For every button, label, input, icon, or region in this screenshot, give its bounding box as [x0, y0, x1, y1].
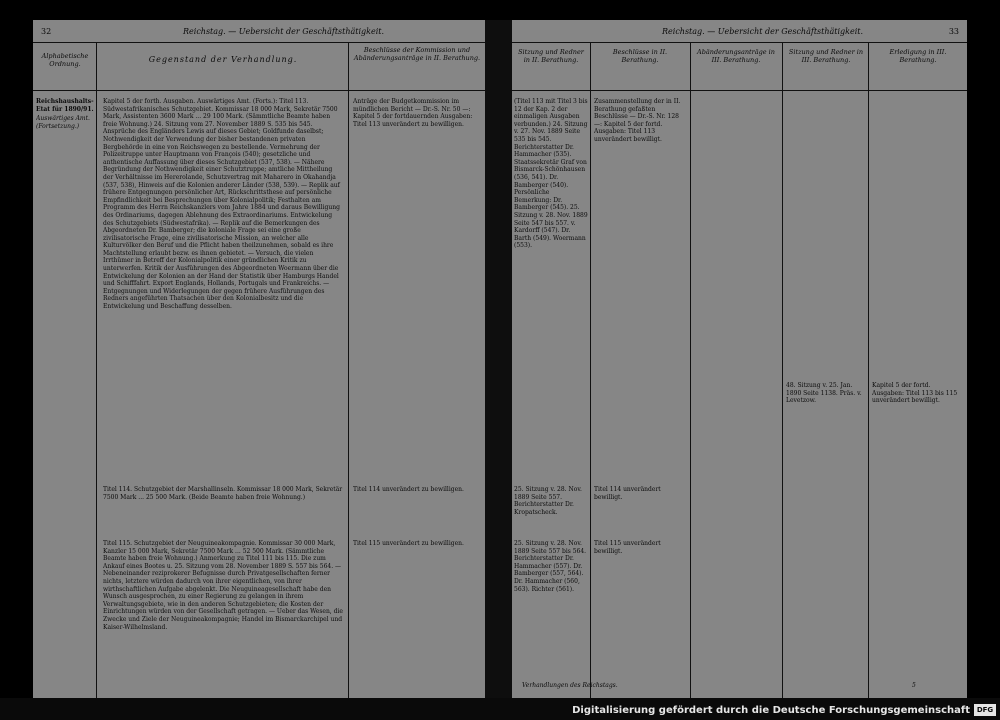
header-rule — [33, 90, 485, 91]
left-page — [33, 20, 485, 698]
right-running-header: Reichstag. — Uebersicht der Geschäftsthätigkeit. — [662, 27, 864, 36]
column-header-outcome-3: Erledigung in III. Berathung. — [889, 48, 947, 64]
entry-title: Reichshaushalts-Etat für 1890/91. — [36, 98, 94, 113]
session-speakers-113: (Titel 113 mit Titel 3 bis 12 der Kap. 2 der einmaligen Ausgaben verbunden.) 24. Sitzung v. 27. Nov. 1889 Seite 535 bis 545. Berichterstatter Dr. Hammacher (535). Staatssekretär Graf von Bismarck-Schönhausen (536, 541). Dr. Bamberger (540). Persönliche Bemerkung: Dr. Bamberger (545). 25. Sitzung v. 28. Nov. 1889 Seite 547 bis 557. v. Kardorff (547). Dr. Barth (549). Woermann (553). — [514, 98, 588, 250]
right-page — [512, 20, 967, 698]
header-rule — [512, 42, 967, 43]
column-divider — [590, 42, 591, 698]
dfg-logo: DFG — [974, 704, 996, 716]
sheet-signature: 5 — [912, 682, 916, 689]
column-header-subject: Gegenstand der Verhandlung. — [148, 55, 298, 64]
session-speakers-114: 25. Sitzung v. 28. Nov. 1889 Seite 557. Berichterstatter Dr. Kropatscheck. — [514, 486, 582, 516]
page-footnote: Verhandlungen des Reichstags. — [522, 682, 618, 689]
column-header-order: Alphabetische Ordnung. — [41, 52, 89, 68]
column-header-resolutions-2: Beschlüsse in II. Berathung. — [612, 48, 668, 64]
entry-subtitle: Auswärtiges Amt. (Fortsetzung.) — [36, 115, 90, 130]
column-divider — [348, 42, 349, 698]
column-divider — [868, 42, 869, 698]
column-divider — [96, 42, 97, 698]
commission-resolution-113: Anträge der Budgetkommission im mündlichen Bericht — Dr.-S. Nr. 50 —: Kapitel 5 der fortdauernden Ausgaben: Titel 113 unverändert zu bewilligen. — [353, 98, 473, 128]
commission-resolution-115: Titel 115 unverändert zu bewilligen. — [353, 540, 464, 547]
session-speakers-115: 25. Sitzung v. 28. Nov. 1889 Seite 557 bis 564. Berichterstatter Dr. Hammacher (557). Dr. Bamberger (557, 564). Dr. Hammacher (560, 563). Richter (561). — [514, 540, 587, 593]
column-header-session-3: Sitzung und Redner in III. Berathung. — [788, 48, 864, 64]
commission-resolution-114: Titel 114 unverändert zu bewilligen. — [353, 486, 464, 493]
final-outcome: Kapitel 5 der fortd. Ausgaben: Titel 113 bis 115 unverändert bewilligt. — [872, 382, 958, 405]
agenda-block-title-114: Titel 114. Schutzgebiet der Marshallinseln. Kommissar 18 000 Mark, Sekretär 7500 Mark ... 25 500 Mark. (Beide Beamte haben freie Wohnung.) — [103, 486, 343, 501]
column-header-commission: Beschlüsse der Kommission und Abänderungsanträge in II. Berathung. — [353, 46, 481, 62]
resolution-114: Titel 114 unverändert bewilligt. — [594, 486, 661, 501]
resolution-113: Zusammenstellung der in II. Berathung gefaßten Beschlüsse — Dr.-S. Nr. 128 —: Kapitel 5 der fortd. Ausgaben: Titel 113 unverändert bewilligt. — [594, 98, 681, 143]
book-spine — [485, 20, 512, 698]
resolution-115: Titel 115 unverändert bewilligt. — [594, 540, 661, 555]
agenda-block-title-113: Kapitel 5 der forth. Ausgaben. Auswärtiges Amt. (Forts.): Titel 113. Südwestafrikanisches Schutzgebiet. Kommissar 18 000 Mark, Sekretär 7500 Mark, Assistenten 3600 Mark ... 29 100 Mark. (Sämmtliche Beamte haben freie Wohnung.) 24. Sitzung vom 27. November 1889 S. 535 bis 545. Ansprüche des Engländers Lewis auf dieses Gebiet; Goldfunde daselbst; Nothwendigkeit der Verwendung der bisher bestandenen privaten Bergbehörde in eine von Reichswegen zu bestellende. Vermehrung der Polizeitruppe unter Hauptmann von François (540); gesetzliche und anthentische Auffassung über dieses Schutzgebiet (537, 538). — Nähere Begründung der Nothwendigkeit einer Schutztruppe; amtliche Mittheilung der Verhältnisse im Hererolande, Schutzvertrag mit Maharero in Okahandja (537, 538), Hinweis auf die Kolonien anderer Länder (538, 539). — Replik auf frühere Entgegnungen persönlicher Art, Rückschrittsthese auf persönliche Empfindlichkeit bei Besprechungen über Kolonialpolitik; Festhalten am Programm des Herrn Reichskanzlers vom Jahre 1884 und daraus Bewilligung des Ordinariums, dagegen Ablehnung des Extraordinariums. Entwickelung des Schutzgebiets (Südwestafrika). — Replik auf die Bemerkungen des Abgeordneten Dr. Bamberger; die koloniale Frage sei eine große zivilisatorische Frage, eine zivilisatorische Mission, an welcher alle Kulturvölker den Beruf und die Pflicht haben theilzunehmen, sobald es ihre Machtstellung erlaubt bezw. es ihnen gebietet. — Versuch, die vielen Irrthümer in Betreff der Kolonialpolitik einer gründlichen Kritik zu unterwerfen. Kritik der Ausführungen des Abgeordneten Woermann über die Entwickelung der Kolonien an der Hand der Statistik über Hamburgs Handel und Schifffahrt. Export Englands, Hollands, Portugals und Frankreichs. — Entgegnungen und Widerlegungen der gegen frühere Ausführungen des Redners angeführten Thatsachen über den Kolonialbesitz und die Entwickelung und Beschaffung desselben. — [103, 98, 340, 311]
column-divider — [782, 42, 783, 698]
column-divider — [690, 42, 691, 698]
header-rule — [33, 42, 485, 43]
left-page-number: 32 — [41, 27, 52, 36]
right-page-number: 33 — [948, 27, 959, 36]
column-header-amendments-3: Abänderungsanträge in III. Berathung. — [697, 48, 775, 64]
funding-credit: Digitalisierung gefördert durch die Deutsche Forschungsgemeinschaft — [572, 705, 970, 716]
agenda-block-title-115: Titel 115. Schutzgebiet der Neuguineakompagnie. Kommissar 30 000 Mark, Kanzler 15 000 Mark, Sekretär 7500 Mark ... 52 500 Mark. (Sämmtliche Beamte haben freie Wohnung.) Anmerkung zu Titel 111 bis 115. Die zum Ankauf eines Bootes u. 25. Sitzung vom 28. November 1889 S. 557 bis 564. — Nebeneinander reziprokerer Befugnisse durch Privatgesellschaften ferner nichts, letztere würden dadurch von ihrer eigentlichen, von ihrer wirthschaftlichen Aufgabe abgelenkt. Die Neuguineagesellschaft habe den Wunsch ausgesprochen, zu einer Regierung zu gelangen in ihrem Verwaltungsgebiete, wie in den anderen Schutzgebieten; die Kosten der Einrichtungen würden von der Gesellschaft getragen. — Ueber das Wesen, die Zwecke und Ziele der Neuguineakompagnie; Handel im Bismarckarchipel und Kaiser-Wilhelmsland. — [103, 540, 343, 631]
session-3-speakers: 48. Sitzung v. 25. Jan. 1890 Seite 1138. Präs. v. Levetzow. — [786, 382, 862, 405]
header-rule — [512, 90, 967, 91]
column-header-session-2: Sitzung und Redner in II. Berathung. — [518, 48, 584, 64]
left-running-header: Reichstag. — Uebersicht der Geschäftsthätigkeit. — [183, 27, 385, 36]
footer-bar — [0, 698, 1000, 720]
